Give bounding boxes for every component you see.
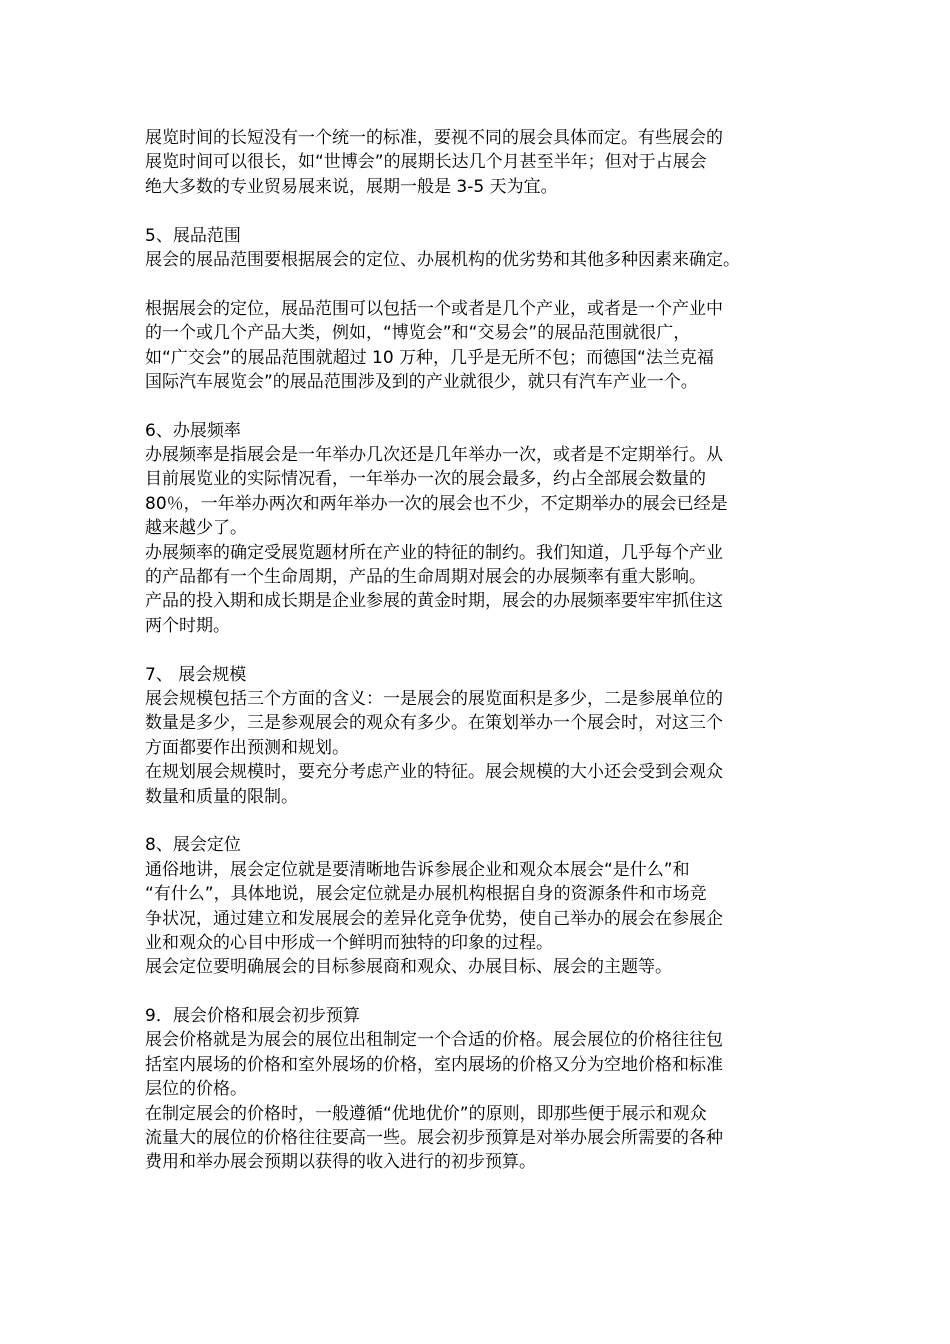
paragraph-gap [145, 638, 810, 662]
paragraph-gap [145, 980, 810, 1004]
paragraph [145, 687, 810, 809]
text-line: 办展频率是指展会是一年举办几次还是几年举办一次，或者是不定期举行。从 [145, 445, 723, 466]
paragraph [145, 126, 810, 199]
text-line: 展会的展品范围要根据展会的定位、办展机构的优劣势和其他多种因素来确定。 [145, 249, 740, 270]
text-line: 展会规模包括三个方面的含义：一是展会的展览面积是多少，二是参展单位的 [145, 688, 723, 709]
paragraph [145, 1028, 810, 1174]
text-line: 业和观众的心目中形成一个鲜明而独特的印象的过程。 [145, 932, 553, 953]
text-line: 数量是多少，三是参观展会的观众有多少。在策划举办一个展会时，对这三个 [145, 713, 723, 734]
text-line: 办展频率的确定受展览题材所在产业的特征的制约。我们知道，几乎每个产业 [145, 542, 723, 563]
section-heading: 6、办展频率 [145, 420, 241, 441]
section-heading: 7、 展会规模 [145, 664, 247, 685]
text-line: “有什么”，具体地说，展会定位就是办展机构根据自身的资源条件和市场竞 [145, 884, 707, 905]
text-line: 费用和举办展会预期以获得的收入进行的初步预算。 [145, 1152, 536, 1173]
text-line: 括室内展场的价格和室外展场的价格，室内展场的价格又分为空地价格和标准 [145, 1054, 723, 1075]
text-line: 绝大多数的专业贸易展来说，展期一般是 3-5 天为宜。 [145, 176, 558, 197]
section-heading: 9．展会价格和展会初步预算 [145, 1006, 360, 1027]
text-line: 两个时期。 [145, 615, 230, 636]
text-line: 如“广交会”的展品范围就超过 10 万种，几乎是无所不包；而德国“法兰克福 [145, 347, 714, 368]
paragraph-gap [145, 272, 810, 296]
text-line: 展会价格就是为展会的展位出租制定一个合适的价格。展会展位的价格往往包 [145, 1030, 723, 1051]
text-line: 通俗地讲，展会定位就是要清晰地告诉参展企业和观众本展会“是什么”和 [145, 859, 690, 880]
paragraph-gap [145, 394, 810, 418]
text-line: 方面都要作出预测和规划。 [145, 737, 349, 758]
paragraph [145, 443, 810, 638]
text-line: 的产品都有一个生命周期，产品的生命周期对展会的办展频率有重大影响。 [145, 567, 706, 588]
document-body [145, 126, 810, 1175]
text-line: 展览时间可以很长，如“世博会”的展期长达几个月甚至半年；但对于占展会 [145, 152, 707, 173]
paragraph-gap [145, 199, 810, 223]
text-line: 80％，一年举办两次和两年举办一次的展会也不少，不定期举办的展会已经是 [145, 493, 728, 514]
text-line: 产品的投入期和成长期是企业参展的黄金时期，展会的办展频率要牢牢抓住这 [145, 591, 723, 612]
text-line: 在制定展会的价格时，一般遵循“优地优价”的原则，即那些便于展示和观众 [145, 1103, 707, 1124]
text-line: 争状况，通过建立和发展展会的差异化竞争优势，使自己举办的展会在参展企 [145, 908, 723, 929]
text-line: 流量大的展位的价格往往要高一些。展会初步预算是对举办展会所需要的各种 [145, 1128, 723, 1149]
text-line: 根据展会的定位，展品范围可以包括一个或者是几个产业，或者是一个产业中 [145, 298, 723, 319]
section-heading: 8、展会定位 [145, 835, 241, 856]
text-line: 的一个或几个产品大类，例如，“博览会”和“交易会”的展品范围就很广， [145, 323, 691, 344]
paragraph [145, 297, 810, 395]
text-line: 层位的价格。 [145, 1079, 247, 1100]
text-line: 在规划展会规模时，要充分考虑产业的特征。展会规模的大小还会受到会观众 [145, 762, 723, 783]
text-line: 数量和质量的限制。 [145, 786, 298, 807]
text-line: 越来越少了。 [145, 518, 247, 539]
paragraph-gap [145, 809, 810, 833]
text-line: 国际汽车展览会”的展品范围涉及到的产业就很少，就只有汽车产业一个。 [145, 371, 698, 392]
paragraph [145, 858, 810, 980]
section-heading: 5、展品范围 [145, 225, 241, 246]
text-line: 展览时间的长短没有一个统一的标准，要视不同的展会具体而定。有些展会的 [145, 128, 723, 148]
paragraph [145, 248, 810, 272]
text-line: 展会定位要明确展会的目标参展商和观众、办展目标、展会的主题等。 [145, 957, 672, 978]
text-line: 目前展览业的实际情况看，一年举办一次的展会最多，约占全部展会数量的 [145, 469, 706, 490]
